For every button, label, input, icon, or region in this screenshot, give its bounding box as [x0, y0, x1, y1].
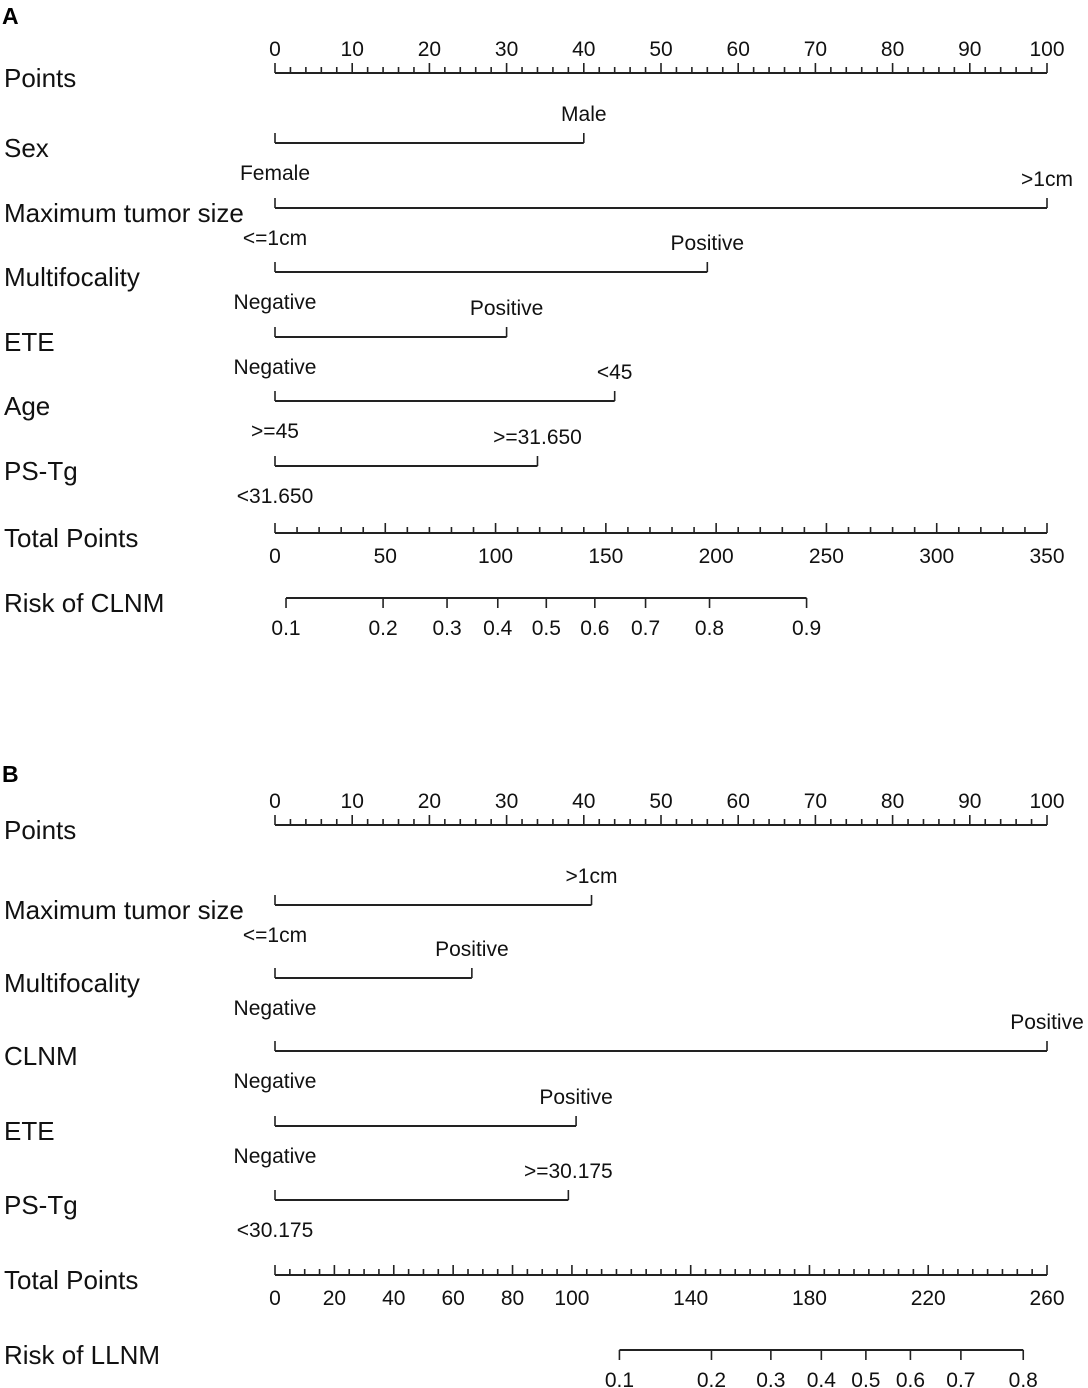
risk-tick-label: 0.8	[694, 617, 725, 640]
tick-label: 250	[808, 545, 844, 568]
row-maximum-tumor-size	[4, 168, 1073, 250]
risk-tick-label: 0.2	[368, 617, 398, 640]
risk-tick-label: 0.2	[696, 1369, 727, 1388]
row-label: Age	[4, 391, 51, 421]
tick-label: 180	[791, 1287, 827, 1310]
level-label-positive: Positive	[435, 938, 509, 961]
row-points	[4, 38, 1065, 93]
tick-label: 100	[1029, 790, 1065, 813]
level-label-negative: Negative	[233, 1145, 317, 1168]
tick-label: 100	[554, 1287, 590, 1310]
row-label: Total Points	[4, 523, 139, 553]
tick-label: 350	[1029, 545, 1065, 568]
tick-label: 60	[726, 790, 750, 813]
risk-tick-label: 0.5	[851, 1369, 881, 1388]
tick-label: 0	[269, 545, 281, 568]
tick-label: 260	[1029, 1287, 1065, 1310]
level-label-positive: Positive	[670, 232, 745, 255]
nomogram-panel-b	[2, 761, 1084, 1388]
tick-label: 40	[572, 790, 596, 813]
risk-tick-label: 0.5	[531, 617, 561, 640]
row-label: CLNM	[4, 1041, 78, 1071]
row-label: Points	[4, 63, 77, 93]
risk-tick-label: 0.3	[756, 1369, 786, 1388]
tick-label: 0	[269, 38, 281, 61]
tick-label: 40	[572, 38, 596, 61]
tick-label: 0	[269, 790, 281, 813]
tick-label: 140	[673, 1287, 709, 1310]
tick-label: 80	[880, 790, 905, 813]
row-label: Maximum tumor size	[4, 895, 244, 925]
level-label-30-175: <30.175	[236, 1219, 314, 1242]
risk-tick-label: 0.7	[946, 1369, 976, 1388]
row-label: Multifocality	[4, 968, 140, 998]
tick-label: 60	[441, 1287, 465, 1310]
risk-tick-label: 0.6	[580, 617, 610, 640]
level-label-male: Male	[561, 103, 607, 126]
row-multifocality	[4, 938, 509, 1020]
row-maximum-tumor-size	[4, 865, 617, 947]
risk-tick-label: 0.4	[483, 617, 513, 640]
risk-tick-label: 0.4	[806, 1369, 836, 1388]
risk-tick-label: 0.7	[630, 617, 661, 640]
tick-label: 70	[803, 790, 828, 813]
row-label: PS-Tg	[4, 1190, 78, 1220]
level-label-positive: Positive	[539, 1086, 613, 1109]
tick-label: 90	[958, 38, 982, 61]
level-label-female: Female	[239, 162, 311, 185]
tick-label: 40	[382, 1287, 406, 1310]
row-label: Sex	[4, 133, 49, 163]
level-label-45: <45	[596, 361, 633, 384]
level-label-negative: Negative	[233, 1070, 317, 1093]
tick-label: 10	[340, 790, 364, 813]
tick-label: 10	[340, 38, 364, 61]
tick-label: 150	[588, 545, 624, 568]
row-risk-of-clnm	[4, 588, 821, 640]
risk-tick-label: 0.1	[271, 617, 301, 640]
row-label: PS-Tg	[4, 456, 78, 486]
row-label: ETE	[4, 327, 55, 357]
level-label-negative: Negative	[233, 291, 317, 314]
tick-label: 0	[269, 1287, 281, 1310]
level-label-negative: Negative	[233, 997, 317, 1020]
row-label: ETE	[4, 1116, 55, 1146]
tick-label: 50	[373, 545, 397, 568]
row-total-points	[4, 523, 1065, 568]
level-label-1cm: >1cm	[1021, 168, 1073, 191]
level-label-1cm: <=1cm	[242, 924, 308, 947]
level-label-45: >=45	[251, 420, 299, 443]
tick-label: 30	[494, 38, 519, 61]
risk-tick-label: 0.3	[432, 617, 462, 640]
level-label-negative: Negative	[233, 356, 317, 379]
level-label-30-175: >=30.175	[523, 1160, 613, 1183]
risk-tick-label: 0.9	[791, 617, 822, 640]
row-label: Total Points	[4, 1265, 139, 1295]
tick-label: 200	[698, 545, 734, 568]
tick-label: 50	[649, 790, 673, 813]
nomogram-panel-a	[2, 3, 1073, 640]
tick-label: 30	[494, 790, 519, 813]
row-risk-of-llnm	[4, 1340, 1038, 1388]
tick-label: 80	[880, 38, 905, 61]
tick-label: 100	[1029, 38, 1065, 61]
tick-label: 220	[910, 1287, 946, 1310]
risk-tick-label: 0.6	[895, 1369, 926, 1388]
row-label: Points	[4, 815, 77, 845]
tick-label: 70	[803, 38, 828, 61]
level-label-positive: Positive	[469, 297, 544, 320]
risk-tick-label: 0.1	[604, 1369, 635, 1388]
tick-label: 50	[649, 38, 673, 61]
row-label: Multifocality	[4, 262, 140, 292]
row-label: Maximum tumor size	[4, 198, 244, 228]
level-label-1cm: >1cm	[565, 865, 618, 888]
tick-label: 90	[958, 790, 982, 813]
risk-tick-label: 0.8	[1008, 1369, 1038, 1388]
tick-label: 20	[417, 790, 442, 813]
panel-letter-b: B	[2, 761, 19, 787]
row-sex	[4, 103, 607, 185]
row-label: Risk of LLNM	[4, 1340, 161, 1370]
tick-label: 300	[919, 545, 955, 568]
row-points	[4, 790, 1065, 845]
row-total-points	[4, 1265, 1065, 1310]
level-label-31-650: <31.650	[236, 485, 314, 508]
tick-label: 100	[478, 545, 514, 568]
level-label-31-650: >=31.650	[493, 426, 582, 449]
level-label-1cm: <=1cm	[242, 227, 308, 250]
row-clnm	[4, 1011, 1084, 1093]
panel-letter-a: A	[2, 3, 19, 29]
tick-label: 20	[417, 38, 442, 61]
level-label-positive: Positive	[1010, 1011, 1084, 1034]
tick-label: 20	[322, 1287, 347, 1310]
tick-label: 60	[726, 38, 750, 61]
tick-label: 80	[500, 1287, 525, 1310]
row-label: Risk of CLNM	[4, 588, 165, 618]
row-ps-tg	[4, 1160, 613, 1242]
row-ete	[4, 1086, 613, 1168]
row-multifocality	[4, 232, 744, 314]
